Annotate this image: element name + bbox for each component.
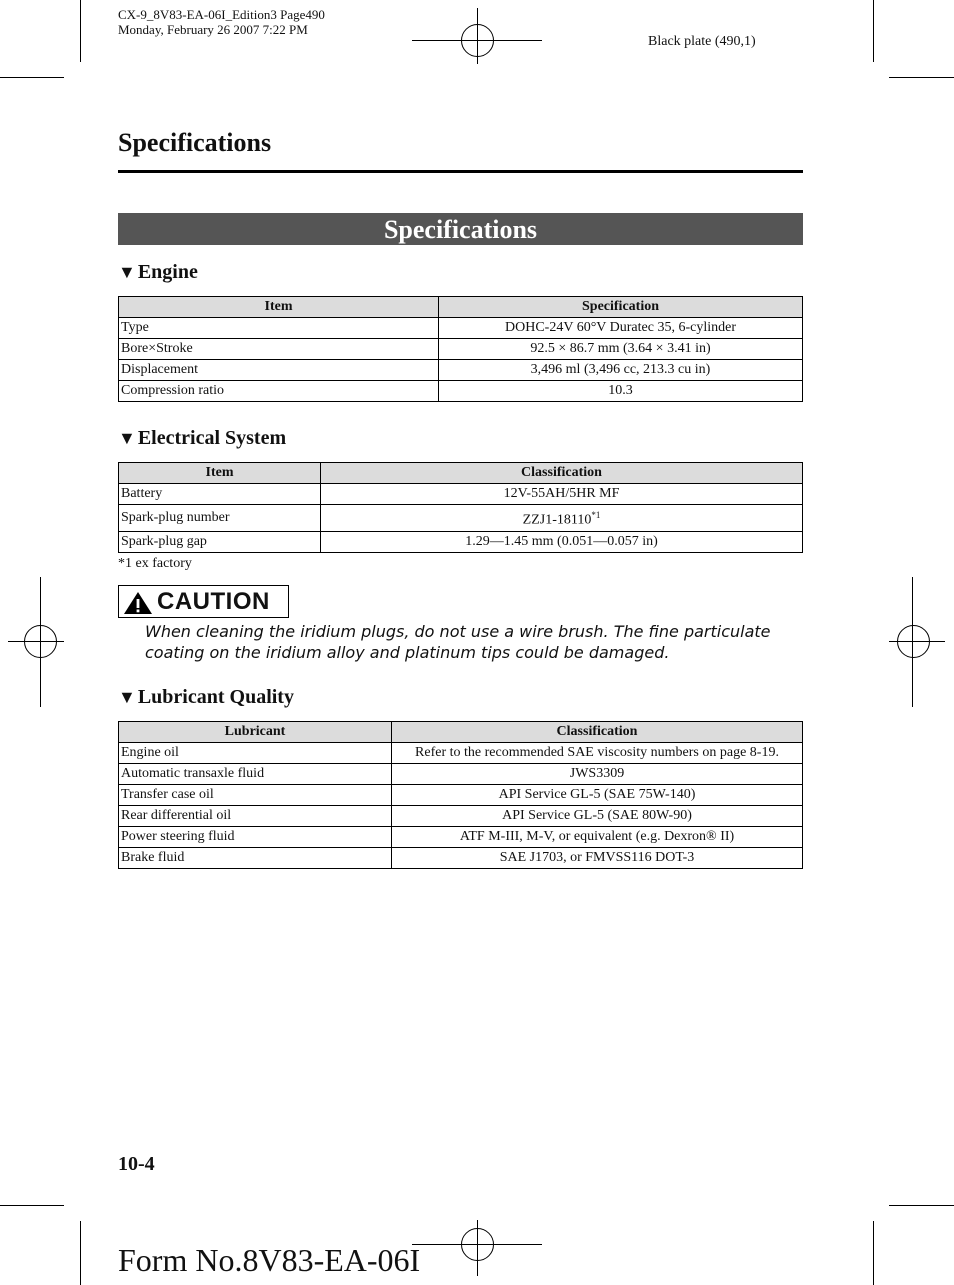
electrical-heading-label: Electrical System <box>137 427 287 449</box>
column-header: Classification <box>392 722 803 743</box>
item-cell: Displacement <box>119 360 439 381</box>
plate-label: Black plate (490,1) <box>648 34 756 49</box>
table-row <box>119 827 803 848</box>
imprint-line-2: Monday, February 26 2007 7:22 PM <box>118 22 308 37</box>
title-rule <box>118 170 803 173</box>
table-row <box>119 360 803 381</box>
triangle-down-icon: ▼ <box>118 262 136 282</box>
value-text: ZZJ1-18110 <box>522 512 592 528</box>
triangle-down-icon: ▼ <box>118 687 136 707</box>
value-cell: 1.29—1.45 mm (0.051—0.057 in) <box>321 531 803 552</box>
value-cell: 92.5 × 86.7 mm (3.64 × 3.41 in) <box>439 339 803 360</box>
caution-label-box <box>118 585 289 618</box>
table-row <box>119 381 803 402</box>
column-header: Lubricant <box>119 722 392 743</box>
electrical-heading <box>118 427 286 450</box>
item-cell: Battery <box>119 484 321 505</box>
table-row <box>119 848 803 869</box>
page-number: 10-4 <box>118 1153 155 1175</box>
value-cell <box>321 505 803 532</box>
table-row <box>119 743 803 764</box>
lubricant-table <box>118 721 803 869</box>
item-cell: Brake fluid <box>119 848 392 869</box>
value-cell: Refer to the recommended SAE viscosity numbers on page 8-19. <box>392 743 803 764</box>
engine-heading <box>118 261 198 284</box>
table-row <box>119 531 803 552</box>
item-cell: Transfer case oil <box>119 785 392 806</box>
column-header: Classification <box>321 463 803 484</box>
value-cell: DOHC-24V 60°V Duratec 35, 6-cylinder <box>439 318 803 339</box>
value-cell: API Service GL-5 (SAE 80W-90) <box>392 806 803 827</box>
item-cell: Automatic transaxle fluid <box>119 764 392 785</box>
triangle-down-icon: ▼ <box>118 428 136 448</box>
value-cell: JWS3309 <box>392 764 803 785</box>
footnote: *1 ex factory <box>118 556 192 571</box>
imprint-line-1: CX-9_8V83-EA-06I_Edition3 Page490 <box>118 7 325 22</box>
value-cell: 10.3 <box>439 381 803 402</box>
value-cell: 3,496 ml (3,496 cc, 213.3 cu in) <box>439 360 803 381</box>
table-row <box>119 785 803 806</box>
column-header: Item <box>119 297 439 318</box>
page-title: Specifications <box>118 128 272 157</box>
table-row <box>119 318 803 339</box>
column-header: Item <box>119 463 321 484</box>
item-cell: Engine oil <box>119 743 392 764</box>
item-cell: Rear differential oil <box>119 806 392 827</box>
value-cell: API Service GL-5 (SAE 75W-140) <box>392 785 803 806</box>
table-row <box>119 806 803 827</box>
electrical-table <box>118 462 803 553</box>
table-header-row <box>119 463 803 484</box>
value-cell: 12V-55AH/5HR MF <box>321 484 803 505</box>
caution-text <box>145 621 805 663</box>
engine-heading-label: Engine <box>137 261 198 283</box>
warning-triangle-icon <box>123 591 153 615</box>
table-header-row <box>119 722 803 743</box>
footnote-ref: *1 <box>591 510 601 520</box>
table-row <box>119 484 803 505</box>
caution-text-line-1: When cleaning the iridium plugs, do not use a wire brush. The fine particulate <box>145 622 771 641</box>
section-banner: Specifications <box>118 213 803 245</box>
caution-label: CAUTION <box>157 588 270 615</box>
column-header: Specification <box>439 297 803 318</box>
lubricant-heading-label: Lubricant Quality <box>137 686 294 708</box>
table-row <box>119 764 803 785</box>
item-cell: Type <box>119 318 439 339</box>
form-number: Form No.8V83-EA-06I <box>118 1242 421 1278</box>
item-cell: Power steering fluid <box>119 827 392 848</box>
item-cell: Compression ratio <box>119 381 439 402</box>
imprint <box>118 7 325 37</box>
engine-table <box>118 296 803 402</box>
item-cell: Bore×Stroke <box>119 339 439 360</box>
value-cell: SAE J1703, or FMVSS116 DOT-3 <box>392 848 803 869</box>
item-cell: Spark-plug gap <box>119 531 321 552</box>
table-row <box>119 339 803 360</box>
table-row <box>119 505 803 532</box>
lubricant-heading <box>118 686 294 709</box>
value-cell: ATF M-III, M-V, or equivalent (e.g. Dexron® II) <box>392 827 803 848</box>
item-cell: Spark-plug number <box>119 505 321 532</box>
caution-text-line-2: coating on the iridium alloy and platinum tips could be damaged. <box>145 643 670 662</box>
table-header-row <box>119 297 803 318</box>
